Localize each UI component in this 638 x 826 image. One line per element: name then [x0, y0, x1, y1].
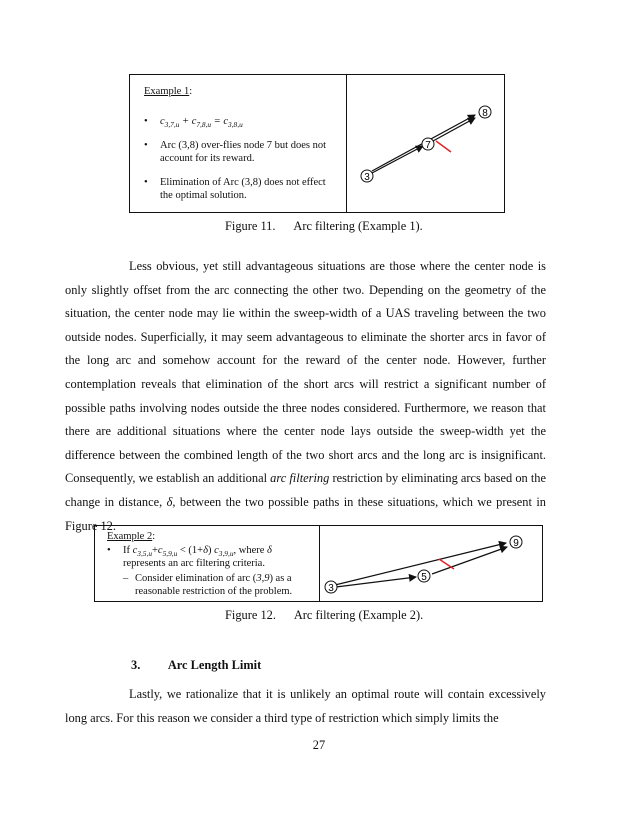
- svg-text:3: 3: [328, 583, 334, 594]
- svg-text:8: 8: [482, 108, 488, 119]
- example-1-bullet-elimination: • Elimination of Arc (3,8) does not effect the optimal solution.: [144, 177, 326, 201]
- example-2-diagram: [320, 526, 542, 601]
- filter-mark: [436, 141, 451, 152]
- svg-text:5: 5: [421, 572, 427, 583]
- node-3: [361, 170, 373, 183]
- node-7: [422, 138, 434, 151]
- paragraph-1-italic-term: arc filtering: [270, 471, 330, 486]
- example-2-bullet-line2: represents an arc filtering criteria.: [123, 558, 265, 569]
- svg-text:7: 7: [425, 140, 431, 151]
- node-5: [418, 570, 430, 583]
- figure-11-caption: Figure 11. Arc filtering (Example 1).: [225, 219, 423, 233]
- paragraph-1-body: Less obvious, yet still advantageous situations are those where the center node is only slightly offset from the arc connecting the other two. Depending on the geometry of the situation, the center node may lie within the sweep-width of a UAS traveling between the two outside nodes. Superficially, it may seem advantageous to eliminate the shorter arcs in favor of the long arc and somehow account for the reward of the center node. However, further contemplation reveals that elimination of the short arcs will restrict a significant number of possible paths involving nodes outside the three nodes considered. Furthermore, we reason that there are additional situations where the center node lays outside the sweep-width yet the difference between the combined length of the two short arcs and the long arc is insignificant. Consequently, we establish an additional: [65, 259, 546, 486]
- page-number: 27: [312, 738, 326, 752]
- paragraph-2: [65, 683, 546, 730]
- arc-3-7: [372, 146, 423, 173]
- example-1-title: Example 1:: [144, 86, 193, 97]
- svg-text:3: 3: [364, 172, 370, 183]
- section-3-title: Arc Length Limit: [167, 658, 262, 672]
- svg-text:9: 9: [513, 538, 519, 549]
- arc-7-8: [433, 118, 475, 141]
- example-1-elimination-line1: Elimination of Arc (3,8) does not effect: [160, 177, 326, 188]
- example-2-title-text: Example 2: [107, 531, 153, 542]
- paragraph-1-end: , between the two possible paths in these situations, which we present in Figure 12.: [65, 494, 546, 533]
- arc-5-9: [432, 547, 507, 574]
- paragraph-2-body: Lastly, we rationalize that it is unlikely an optimal route will contain excessively long arcs. For this reason we consider a third type of restriction which simply limits the: [65, 687, 546, 725]
- filter-mark: [439, 559, 454, 569]
- example-2-title: Example 2:: [107, 531, 156, 542]
- example-1-diagram: [347, 75, 504, 212]
- figure-12-caption: Figure 12. Arc filtering (Example 2).: [225, 608, 424, 622]
- node-9: [510, 536, 522, 549]
- figure-11-box: [129, 74, 505, 213]
- example-1-bullet-equation: • $c_{3,7,u} + c_{7,8,u} = c_{3,8,u}$: [144, 116, 243, 130]
- node-8: [479, 106, 491, 119]
- example-1-elimination-line2: the optimal solution.: [160, 190, 247, 201]
- paragraph-1: [65, 255, 546, 538]
- example-2-bullet: • If $c_{3,5,u}+c_{5,9,u} < (1+\delta)$ $c_{3,9,u}$, where δ represents an arc filtering criteria.: [107, 545, 272, 569]
- example-1-title-text: Example 1: [144, 86, 190, 97]
- example-2-sub-line2: reasonable restriction of the problem.: [135, 586, 293, 597]
- example-1-overfly-line1: Arc (3,8) over-flies node 7 but does not: [160, 140, 326, 151]
- example-2-sub-line1: Consider elimination of arc (3,9) as a: [135, 573, 292, 584]
- node-3: [325, 581, 337, 594]
- example-2-sub-bullet: – Consider elimination of arc (3,9) as a reasonable restriction of the problem.: [123, 573, 293, 597]
- figure-12-box: [94, 525, 543, 602]
- paragraph-1-delta: δ: [166, 494, 173, 509]
- example-1-overfly-line2: account for its reward.: [160, 153, 255, 164]
- example-1-equation: $c_{3,7,u} + c_{7,8,u} = c_{3,8,u}$: [160, 116, 243, 130]
- section-3-heading: [131, 658, 261, 673]
- section-3-number: 3.: [131, 658, 141, 672]
- paragraph-1-mid: restriction by eliminating arcs based on the change in distance,: [65, 471, 546, 509]
- example-1-bullet-overfly: • Arc (3,8) over-flies node 7 but does not account for its reward.: [144, 140, 326, 164]
